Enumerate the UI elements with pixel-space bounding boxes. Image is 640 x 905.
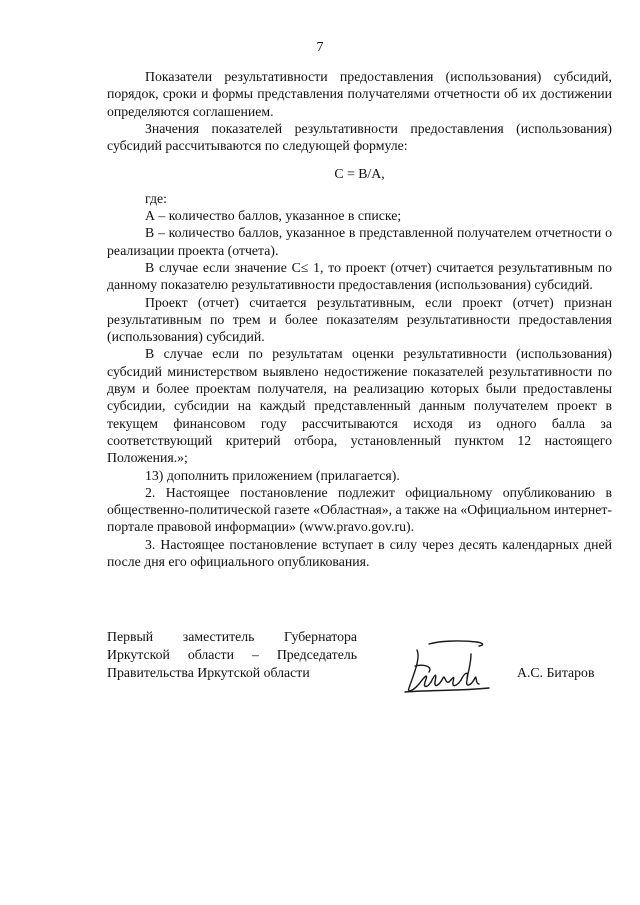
signer-title: [107, 628, 357, 681]
paragraph-where: где:: [145, 190, 167, 206]
paragraph-publication: 2. Настоящее постановление подлежит официальному опубликованию в общественно-политической газете «Областная», а также на «Официальном интернет-портале правовой информации» (www.pravo.gov.ru).: [107, 484, 612, 535]
paragraph-project-result: Проект (отчет) считается результативным, если проект (отчет) признан результативным по трем и более показателям результативности предоставления (использования) субсидий.: [107, 294, 612, 345]
signer-title-line: Правительства Иркутской области: [107, 664, 310, 680]
signer-title-line: Иркутской области – Председатель: [107, 646, 357, 662]
paragraph-definition-b: В – количество баллов, указанное в представленной получателем отчетности о реализации проекта (отчета).: [107, 225, 612, 258]
paragraph-formula-intro: Значения показателей результативности предоставления (использования) субсидий рассчитываются по следующей формуле:: [107, 120, 612, 154]
paragraph-appendix: 13) дополнить приложением (прилагается).: [145, 467, 400, 483]
handwritten-signature: [399, 636, 499, 696]
paragraph-effective-date: 3. Настоящее постановление вступает в силу через десять календарных дней после дня его официального опубликования.: [107, 536, 612, 570]
paragraph-result-condition: В случае если значение С≤ 1, то проект (отчет) считается результативным по данному показателю результативности предоставления (использования) субсидий.: [107, 259, 612, 293]
formula: С = В/А,: [334, 166, 385, 182]
signature-block: [107, 628, 612, 698]
paragraph-definition-a: А – количество баллов, указанное в списке;: [145, 208, 402, 224]
paragraph-indicators-intro: Показатели результативности предоставления (использования) субсидий, порядок, сроки и формы представления получателями отчетности об их достижении определяются соглашением.: [107, 69, 612, 119]
signer-name: А.С. Битаров: [517, 665, 595, 680]
document-body: [107, 68, 612, 570]
page-number: 7: [316, 40, 324, 55]
signer-title-line: Первый заместитель Губернатора: [107, 629, 357, 644]
paragraph-low-result: В случае если по результатам оценки результативности (использования) субсидий министерством выявлено недостижение показателей результативности по двум и более проектам получателя, на реализацию которых были предоставлены субсидии, субсидии на каждый представленный данным получателем проект в текущем финансовом году рассчитываются исходя из одного балла за соответствующий критерий отбора, установленный пунктом 12 настоящего Положения.»;: [107, 346, 612, 466]
